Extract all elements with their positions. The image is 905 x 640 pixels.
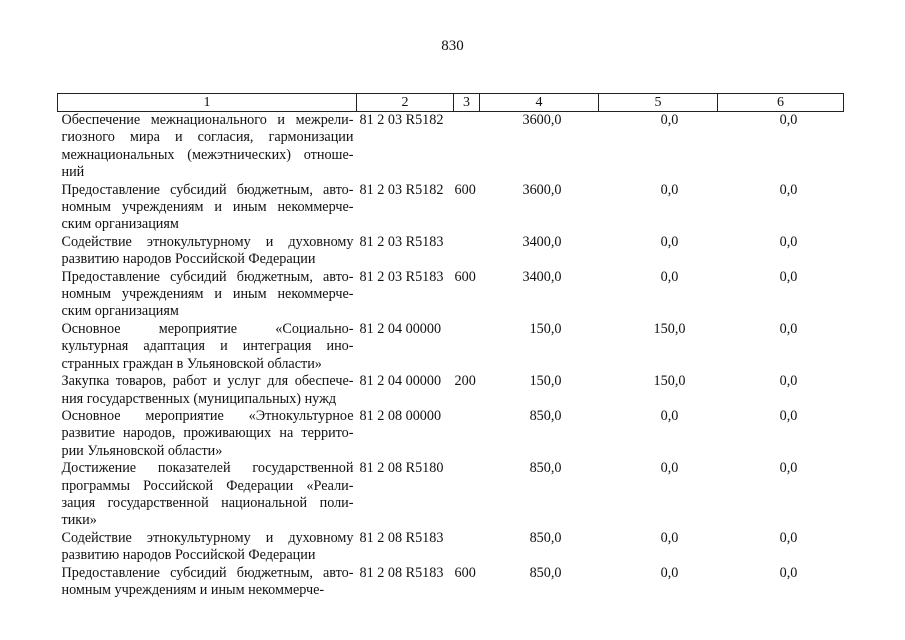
- row-name-line: тики»: [61, 512, 97, 529]
- row-name: [58, 234, 357, 269]
- header-col-5: 5: [599, 94, 718, 112]
- row-code: 81 2 03 R5183: [359, 268, 444, 285]
- table-header-row: [58, 94, 844, 112]
- row-name-line: ния государственных (муниципальных) нужд: [61, 390, 337, 407]
- table-row: [58, 234, 844, 269]
- row-name-line: гиозного мира и согласия, гармонизации: [61, 129, 354, 146]
- row-value-2021: 850,0: [529, 460, 562, 477]
- row-code: 81 2 03 R5182: [359, 181, 444, 198]
- row-expense-type: [454, 234, 480, 269]
- row-value-2023: 0,0: [779, 112, 798, 128]
- row-name-line: ским организациям: [61, 216, 179, 233]
- row-value-2023: 0,0: [779, 320, 798, 337]
- table-body: [58, 112, 844, 600]
- row-name: [58, 269, 357, 321]
- row-value-2021: 850,0: [529, 564, 562, 581]
- table-row: [58, 530, 844, 565]
- row-name-line: культурная адаптация и интеграция ино-: [61, 338, 354, 355]
- row-name: [58, 112, 357, 182]
- header-col-3: 3: [454, 94, 480, 112]
- row-value-2021: 150,0: [529, 373, 562, 390]
- row-name-line: номным учреждениям и иным некоммерче-: [61, 286, 354, 303]
- row-code: 81 2 08 R5180: [359, 460, 444, 477]
- row-value-2021: 3600,0: [522, 112, 562, 128]
- row-value-2022: 0,0: [660, 460, 679, 477]
- row-name-line: развитию народов Российской Федерации: [61, 251, 316, 268]
- row-value-2023: 0,0: [779, 373, 798, 390]
- row-name-line: Предоставление субсидий бюджетным, авто-: [61, 181, 354, 198]
- row-name-line: Достижение показателей государственной: [61, 460, 354, 477]
- row-expense-type: [454, 321, 480, 373]
- row-name-line: странных граждан в Ульяновской области»: [61, 355, 322, 372]
- row-name-line: программы Российской Федерации «Реали-: [61, 477, 354, 494]
- table-row: [58, 373, 844, 408]
- row-name: [58, 408, 357, 460]
- budget-table: [57, 93, 844, 599]
- table-row: [58, 408, 844, 460]
- row-expense-type: [454, 112, 480, 182]
- row-value-2023: 0,0: [779, 233, 798, 250]
- row-value-2021: 3400,0: [522, 268, 562, 285]
- table-row: [58, 460, 844, 530]
- header-col-6: 6: [718, 94, 844, 112]
- row-value-2023: 0,0: [779, 529, 798, 546]
- row-expense-type: 600: [454, 564, 476, 581]
- row-name-line: номным учреждениям и иным некоммерче-: [61, 199, 354, 216]
- row-value-2023: 0,0: [779, 407, 798, 424]
- row-name-line: ний: [61, 164, 85, 181]
- row-name-line: Содействие этнокультурному и духовному: [61, 529, 354, 546]
- row-name-line: межнациональных (межэтнических) отноше-: [61, 146, 354, 163]
- row-expense-type: [454, 460, 480, 530]
- header-col-2: 2: [357, 94, 454, 112]
- row-code: 81 2 08 R5183: [359, 564, 444, 581]
- row-value-2021: 3400,0: [522, 233, 562, 250]
- row-value-2022: 0,0: [660, 268, 679, 285]
- row-value-2022: 150,0: [653, 320, 686, 337]
- table-row: [58, 321, 844, 373]
- page-number: 830: [441, 38, 464, 54]
- row-name-line: развитие народов, проживающих на террито-: [61, 425, 354, 442]
- row-code: 81 2 04 00000: [359, 373, 442, 390]
- row-code: 81 2 08 00000: [359, 407, 442, 424]
- row-value-2022: 0,0: [660, 529, 679, 546]
- row-name-line: Обеспечение межнационального и межрели-: [61, 112, 354, 128]
- row-name-line: ским организациям: [61, 303, 179, 320]
- row-name-line: Основное мероприятие «Этнокультурное: [61, 407, 354, 424]
- row-expense-type: 600: [454, 181, 476, 198]
- row-value-2021: 850,0: [529, 407, 562, 424]
- row-code: 81 2 08 R5183: [359, 529, 444, 546]
- row-name-line: Предоставление субсидий бюджетным, авто-: [61, 268, 354, 285]
- row-value-2022: 0,0: [660, 564, 679, 581]
- table-row: [58, 182, 844, 234]
- row-expense-type: 600: [454, 268, 476, 285]
- row-name-line: Закупка товаров, работ и услуг для обеспече-: [61, 373, 354, 390]
- row-name: [58, 565, 357, 600]
- row-name-line: Основное мероприятие «Социально-: [61, 320, 354, 337]
- row-name-line: развитию народов Российской Федерации: [61, 547, 316, 564]
- row-value-2021: 850,0: [529, 529, 562, 546]
- row-value-2022: 0,0: [660, 112, 679, 128]
- row-value-2023: 0,0: [779, 460, 798, 477]
- table-row: [58, 565, 844, 600]
- row-value-2021: 150,0: [529, 320, 562, 337]
- row-name: [58, 460, 357, 530]
- row-code: 81 2 04 00000: [359, 320, 442, 337]
- row-name: [58, 182, 357, 234]
- table-row: [58, 269, 844, 321]
- row-value-2023: 0,0: [779, 268, 798, 285]
- row-value-2023: 0,0: [779, 181, 798, 198]
- row-value-2023: 0,0: [779, 564, 798, 581]
- row-name-line: Предоставление субсидий бюджетным, авто-: [61, 564, 354, 581]
- row-code: 81 2 03 R5182: [359, 112, 444, 128]
- row-value-2022: 150,0: [653, 373, 686, 390]
- row-value-2022: 0,0: [660, 233, 679, 250]
- row-name: [58, 321, 357, 373]
- row-expense-type: 200: [454, 373, 476, 390]
- row-name-line: зация государственной национальной поли-: [61, 494, 354, 511]
- row-value-2021: 3600,0: [522, 181, 562, 198]
- row-name-line: номным учреждениям и иным некоммерче-: [61, 581, 325, 598]
- row-expense-type: [454, 408, 480, 460]
- row-code: 81 2 03 R5183: [359, 233, 444, 250]
- row-name: [58, 373, 357, 408]
- table-row: [58, 112, 844, 182]
- header-col-4: 4: [480, 94, 599, 112]
- row-name-line: Содействие этнокультурному и духовному: [61, 233, 354, 250]
- row-name: [58, 530, 357, 565]
- row-expense-type: [454, 530, 480, 565]
- row-value-2022: 0,0: [660, 407, 679, 424]
- row-name-line: рии Ульяновской области»: [61, 442, 223, 459]
- header-col-1: 1: [58, 94, 357, 112]
- row-value-2022: 0,0: [660, 181, 679, 198]
